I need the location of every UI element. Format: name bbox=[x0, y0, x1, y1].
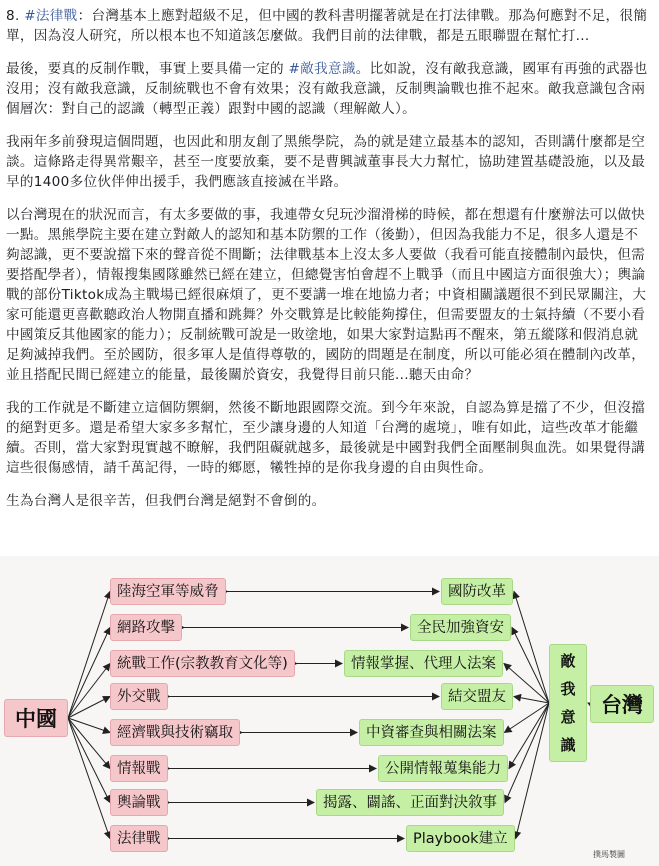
paragraph-text: 。比如說，沒有敵我意識，國軍有再強的武器也沒用；沒有敵我意識，反制統戰也不會有效果；沒有敵我意識，反制輿論戰也推不起來。敵我意識包含兩個層次：對自己的認識（轉型正義）跟對中國的認識（理解敵人）。 bbox=[6, 61, 648, 117]
awareness-to-response-arrow bbox=[516, 703, 549, 839]
response-playbook: Playbook建立 bbox=[406, 825, 515, 852]
awareness-char: 意 bbox=[560, 708, 576, 726]
hashtag-legal-war[interactable]: #法律戰 bbox=[24, 8, 78, 24]
response-osint: 公開情報蒐集能力 bbox=[378, 755, 508, 782]
paragraph-awareness bbox=[6, 59, 651, 119]
response-counter-narrative: 揭露、闢謠、正面對決敘事 bbox=[316, 789, 504, 816]
response-intel-agent-law: 情報掌握、代理人法案 bbox=[344, 650, 503, 677]
threat-response-diagram bbox=[0, 556, 659, 866]
china-node: 中國 bbox=[4, 699, 68, 737]
response-investment-review: 中資審查與相關法案 bbox=[359, 719, 504, 746]
awareness-char: 識 bbox=[560, 736, 576, 754]
awareness-char: 敵 bbox=[560, 652, 576, 670]
threat-united-front: 統戰工作(宗教教育文化等) bbox=[110, 650, 295, 677]
response-cybersecurity: 全民加強資安 bbox=[410, 614, 511, 641]
paragraph-closing: 生為台灣人是很辛苦，但我們台灣是絕對不會倒的。 bbox=[6, 493, 326, 509]
threat-military: 陸海空軍等威脅 bbox=[110, 578, 226, 605]
threat-legal: 法律戰 bbox=[110, 825, 168, 852]
response-defense-reform: 國防改革 bbox=[441, 578, 513, 605]
paragraph-my-work: 我的工作就是不斷建立這個防禦網，然後不斷地跟國際交流。到今年來說，自認為算是擋了不少，但沒擋的絕對更多。還是希望大家多多幫忙，至少讓身邊的人知道「台灣的處境」，唯有如此，這些改革才能繼續。否則，當大家對現實越不瞭解，我們阻礙就越多，最後就是中國對我們全面壓制與血洗。如果覺得講這些很傷感情，請千萬記得，一時的鄉愿，犧牲掉的是你我身邊的自由與性命。 bbox=[6, 400, 646, 476]
response-alliances: 結交盟友 bbox=[441, 683, 513, 710]
awareness-char: 我 bbox=[560, 680, 576, 698]
awareness-to-response-arrow bbox=[514, 697, 549, 704]
china-to-threat-arrow bbox=[68, 628, 110, 719]
awareness-to-response-arrow bbox=[509, 703, 549, 769]
threat-economic: 經濟戰與技術竊取 bbox=[110, 719, 240, 746]
paragraph-current-status: 以台灣現在的狀況而言，有太多要做的事，我連帶女兒玩沙溜滑梯的時候，都在想還有什麼辦法可以做快一點。黑熊學院主要在建立對敵人的認知和基本防禦的工作（後勤），但因為我能力不足，很多人還是不夠認識，更不要說擋下來的聲音從不間斷；法律戰基本上沒太多人要做（我看可能直接體制內最快，但需要搭配學者），情報搜集國隊雖然已經在建立，但總覺害怕會趕不上戰爭（而且中國這方面很強大）；輿論戰的部份Tiktok成為主戰場已經很麻煩了，更不要講一堆在地協力者；中資相關議題很不到民眾關注，大家可能還更喜歡聽政治人物開直播和跳舞？外交戰算是比較能夠撐住，但需要盟友的士氣持續（不要小看中國策反其他國家的能力）；反制統戰可說是一敗塗地，如果大家對這點再不醒來，第五縱隊和假消息就足夠滅掉我們。至於國防，很多軍人是值得尊敬的，國防的問題是在制度，所以可能必須在體制內改革，並且搭配民間已經建立的能量，最後關於資安，我覺得目前只能...聽天由命？ bbox=[6, 207, 647, 383]
threat-diplomatic: 外交戰 bbox=[110, 683, 168, 710]
china-to-threat-arrow bbox=[68, 592, 110, 719]
threat-cyber: 網路攻擊 bbox=[110, 614, 182, 641]
threat-intelligence: 情報戰 bbox=[110, 755, 168, 782]
item-number: 8. bbox=[6, 8, 25, 24]
paragraph-kuma-academy: 我兩年多前發現這個問題，也因此和朋友創了黑熊學院，為的就是建立最基本的認知，否則講什麼都是空談。這條路走得異常艱辛，甚至一度要放棄，要不是曹興誠董事長大力幫忙，協助建置基礎設施，以及最早的1400多位伙伴伸出援手，我們應該直接滅在半路。 bbox=[6, 134, 646, 190]
threat-public-opinion: 輿論戰 bbox=[110, 789, 168, 816]
awareness-to-response-arrow bbox=[512, 628, 549, 704]
awareness-to-response-arrow bbox=[514, 592, 549, 704]
china-to-threat-arrow bbox=[68, 718, 110, 839]
paragraph-text: 最後，要真的反制作戰，事實上要具備一定的 bbox=[6, 61, 289, 77]
taiwan-node: 台灣 bbox=[590, 685, 654, 723]
diagram-credit: 撲馬製圖 bbox=[593, 850, 625, 859]
enemy-awareness-node bbox=[549, 644, 587, 762]
paragraph-text: ：台灣基本上應對超級不足，但中國的教科書明擺著就是在打法律戰。那為何應對不足，很簡單，因為沒人研究，所以根本也不知道該怎麼做。我們目前的法律戰，都是五眼聯盟在幫忙打... bbox=[6, 8, 648, 44]
hashtag-awareness[interactable]: #敵我意識 bbox=[288, 61, 356, 77]
paragraph-legal-war bbox=[6, 6, 651, 46]
